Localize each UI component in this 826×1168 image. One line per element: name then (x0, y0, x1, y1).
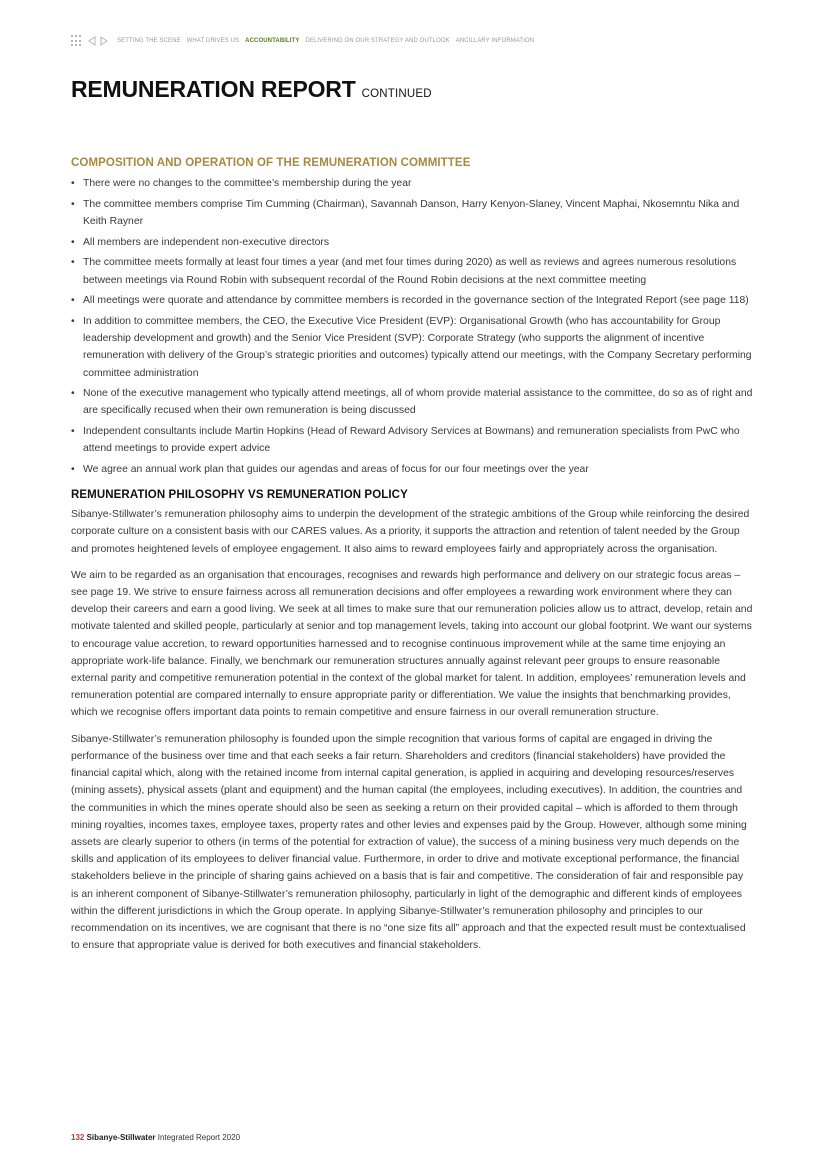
nav-item[interactable]: WHAT DRIVES US (186, 38, 240, 44)
paragraph: We aim to be regarded as an organisation that encourages, recognises and rewards high performance and delivery on our strategic focus areas – see page 19. We strive to ensure fairness across all remuneration decisions and offer employees a rewarding work environment where they can develop their careers and earn a good living. We seek at all times to make sure that our remuneration policies allow us to attract, develop, retain and motivate talented and skilled people, particularly at senior and top management levels, taking into account our global footprint. We want our systems to encourage value accretion, to reward opportunities harnessed and to recognise continuous improvement while at the same time enjoying an appropriate work-life balance. Finally, we benchmark our remuneration structures annually against relevant peer groups to ensure reasonable external parity and competitive remuneration potential in the context of the global market for talent. In addition, employees’ remuneration levels and remuneration potential are compared internally to ensure appropriate parity or differentiation. We value the insights that benchmarking provides, which we recognise offers important data points to remain competitive and ensure fairness in our overall remuneration structure. (71, 569, 753, 719)
arrow-left-icon[interactable] (87, 35, 97, 47)
list-item: • Independent consultants include Martin Hopkins (Head of Reward Advisory Services at Bowmans) and remuneration specialists from PwC who attend meetings to provide expert advice (71, 423, 753, 457)
philosophy-paragraphs (71, 506, 753, 954)
page-number: 132 (71, 1133, 85, 1142)
section-heading-committee: COMPOSITION AND OPERATION OF THE REMUNERATION COMMITTEE (71, 157, 471, 169)
page-header (71, 76, 432, 103)
paragraph: Sibanye-Stillwater’s remuneration philosophy is founded upon the simple recognition that various forms of capital are engaged in driving the performance of the business over time and that each seeks a fair return. Shareholders and creditors (financial stakeholders) have provided the financial capital which, along with the retained income from internal capital generation, is applied in acquiring and developing resources/reserves (mining assets), physical assets (plant and equipment) and the human capital (the employees, including executives). In addition, the countries and the communities in which the mines operate should also be seen as seeking a return on their provided capital – which is afforded to them through mining royalties, incomes taxes, employee taxes, property rates and other levies and expenses paid by the Group. However, although some mining assets are clearly superior to others (in terms of the potential for extraction of value), the success of a mining business very much depends on the skills and application of its employees to deliver financial value. Furthermore, in order to drive and motivate exceptional performance, the financial stakeholders believe in the principle of sharing gains achieved on a basis that is fair and competitive. The consideration of fair and responsible pay is an inherent component of Sibanye-Stillwater’s remuneration philosophy, particularly in light of the demographic and different kinds of employees within the different jurisdictions in which the Group operate. In applying Sibanye-Stillwater’s remuneration philosophy and principles to our recommendation on its incentives, we are cognisant that there is no “one size fits all” approach and that the expected result must be contextualised to ensure that appropriate value is derived for both executives and financial stakeholders. (71, 733, 747, 952)
nav-items (117, 38, 534, 44)
section-heading-philosophy: REMUNERATION PHILOSOPHY VS REMUNERATION POLICY (71, 489, 408, 502)
page-title: REMUNERATION REPORT (71, 76, 356, 102)
list-item: • We agree an annual work plan that guides our agendas and areas of focus for our four meetings over the year (71, 461, 753, 478)
arrow-right-icon[interactable] (99, 35, 109, 47)
main-content (71, 155, 753, 963)
nav-item[interactable]: ACCOUNTABILITY (245, 38, 300, 44)
page-subtitle: CONTINUED (361, 88, 432, 100)
list-item: • None of the executive management who typically attend meetings, all of whom provide material assistance to the committee, do so as of right and are specifically recused when their own remuneration is being discussed (71, 385, 753, 419)
nav-item[interactable]: ANCILLARY INFORMATION (455, 38, 535, 44)
top-navigation (71, 34, 534, 48)
list-item: • All members are independent non-executive directors (71, 234, 753, 251)
page-footer (71, 1133, 240, 1142)
committee-bullet-list (71, 175, 753, 478)
footer-brand: Sibanye-Stillwater (86, 1133, 156, 1142)
nav-item[interactable]: SETTING THE SCENE (117, 38, 181, 44)
footer-report-name: Integrated Report 2020 (157, 1133, 241, 1142)
list-item: • All meetings were quorate and attendance by committee members is recorded in the governance section of the Integrated Report (see page 118) (71, 292, 753, 309)
list-item: • The committee members comprise Tim Cumming (Chairman), Savannah Danson, Harry Kenyon-Slaney, Vincent Maphai, Nkosemntu Nika and Keith Rayner (71, 196, 753, 230)
list-item: • In addition to committee members, the CEO, the Executive Vice President (EVP): Organisational Growth (who has accountability for Group leadership development and growth) and the Senior Vice President (SVP): Corporate Strategy (who supports the alignment of incentive remuneration with delivery of the Group’s strategic priorities and outcomes) typically attend our meetings, with the Company Secretary performing committee administration (71, 313, 753, 382)
nav-item[interactable]: DELIVERING ON OUR STRATEGY AND OUTLOOK (305, 38, 450, 44)
list-item: • The committee meets formally at least four times a year (and met four times during 2020) as well as reviews and agrees numerous resolutions between meetings via Round Robin with subsequent recordal of the Round Robin decisions at the next committee meeting (71, 254, 753, 288)
paragraph: Sibanye-Stillwater’s remuneration philosophy aims to underpin the development of the strategic ambitions of the Group while reinforcing the desired corporate culture on a consistent basis with our CARES values. As a priority, it supports the attraction and retention of talent needed by the Group and promotes heightened levels of employee engagement. It also aims to reward employees fairly and appropriately across the organisation. (71, 509, 750, 555)
grid-icon[interactable] (71, 35, 83, 47)
list-item: • There were no changes to the committee’s membership during the year (71, 175, 753, 192)
